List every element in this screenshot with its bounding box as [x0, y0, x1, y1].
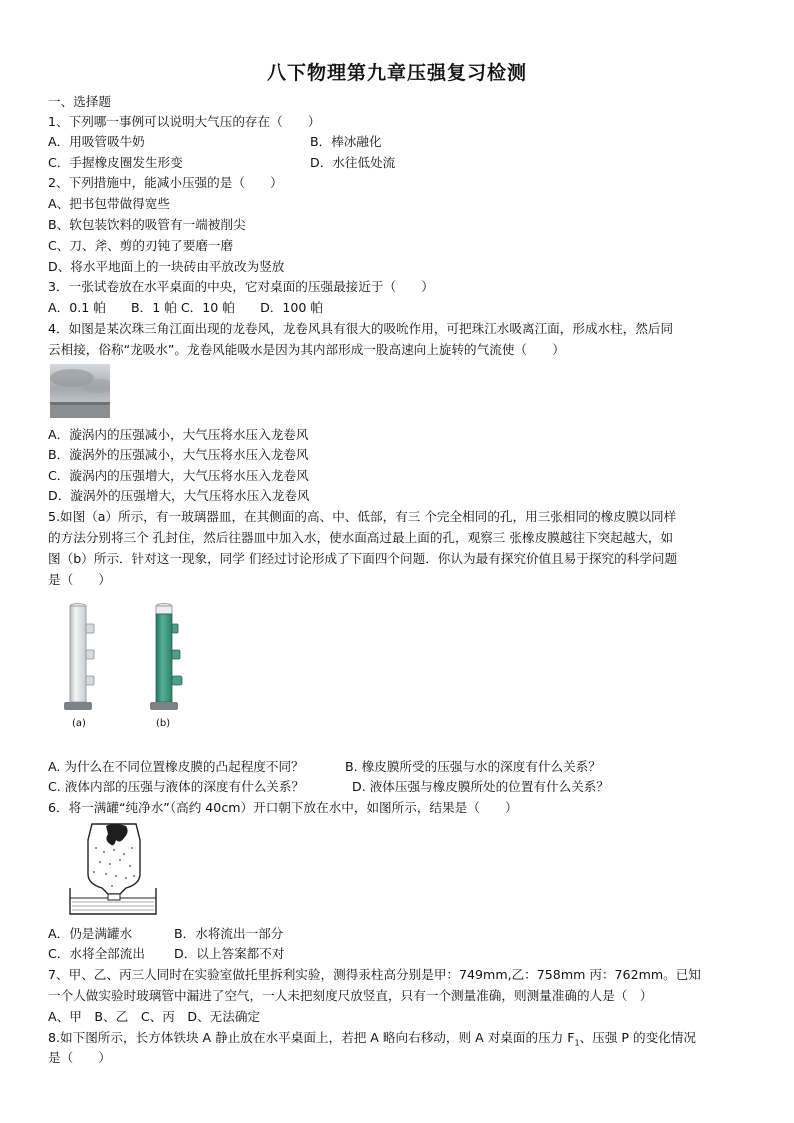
page-title: 八下物理第九章压强复习检测	[266, 62, 527, 84]
question-5-line-4: 是（ ）	[48, 572, 111, 587]
tornado-photo	[50, 364, 110, 418]
q8-text-post: 、压强 P 的变化情况	[579, 1030, 696, 1045]
section-heading: 一、选择题	[48, 94, 111, 109]
question-7-line-1: 7、甲、乙、丙三人同时在实验室做托里拆利实验，测得汞柱高分别是甲：749mm,乙：758mm 丙：762mm。已知	[48, 967, 701, 982]
question-5-line-2: 的方法分别将三个 孔封住，然后往器皿中加入水，使水面高过最上面的孔，观察三 张橡皮膜越往下突起越大，如	[48, 530, 674, 545]
q6-option-c: C．水将全部流出	[48, 946, 145, 961]
question-6-stem: 6．将一满罐“纯净水”（高约 40cm）开口朝下放在水中，如图所示，结果是（ ）	[48, 800, 518, 815]
q1-option-b: B．棒冰融化	[310, 134, 382, 149]
q1-option-d: D．水往低处流	[310, 155, 396, 170]
figure-b-label: (b)	[156, 718, 171, 729]
q1-option-a: A．用吸管吸牛奶	[48, 134, 145, 149]
question-3-stem: 3．一张试卷放在水平桌面的中央，它对桌面的压强最接近于（ ）	[48, 279, 434, 294]
q2-option-a: A、把书包带做得宽些	[48, 196, 170, 211]
question-1-stem: 1、下列哪一事例可以说明大气压的存在（ ）	[48, 114, 321, 129]
q5-option-a: A. 为什么在不同位置橡皮膜的凸起程度不同？	[48, 759, 304, 774]
inverted-water-jug-figure	[64, 818, 160, 918]
q2-option-b: B、软包装饮料的吸管有一端被削尖	[48, 217, 246, 232]
q3-options: A．0.1 帕 B．1 帕 C．10 帕 D．100 帕	[48, 300, 323, 315]
q8-subscript: 1	[574, 1038, 580, 1048]
q6-option-a: A．仍是满罐水	[48, 926, 133, 941]
q2-option-c: C、刀、斧、剪的刃钝了要磨一磨	[48, 238, 234, 253]
question-8-line-2: 是（ ）	[48, 1050, 111, 1065]
q4-option-a: A．漩涡内的压强减小，大气压将水压入龙卷风	[48, 427, 309, 442]
q5-option-c: C. 液体内部的压强与液体的深度有什么关系？	[48, 779, 305, 794]
question-5-line-3: 图（b）所示．针对这一现象，同学 们经过讨论形成了下面四个问题．你认为最有探究价值且易于探究的科学问题	[48, 551, 678, 566]
q6-option-d: D．以上答案都不对	[174, 946, 285, 961]
q4-option-d: D．漩涡外的压强增大，大气压将水压入龙卷风	[48, 488, 310, 503]
question-7-line-2: 一个人做实验时玻璃管中漏进了空气，一人未把刻度尺放竖直，只有一个测量准确，则测量准确的人是（ ）	[48, 988, 653, 1003]
glass-vessel-filled	[146, 602, 196, 714]
q5-option-d: D. 液体压强与橡皮膜所处的位置有什么关系？	[352, 779, 609, 794]
q4-option-b: B．漩涡外的压强减小，大气压将水压入龙卷风	[48, 447, 309, 462]
q7-options: A、甲 B、乙 C、丙 D、无法确定	[48, 1009, 261, 1024]
question-2-stem: 2、下列措施中，能减小压强的是（ ）	[48, 175, 283, 190]
q8-text-pre: 8.如下图所示，长方体铁块 A 静止放在水平桌面上，若把 A 略向右移动，则 A 对桌面的压力 F	[48, 1030, 575, 1045]
q4-option-c: C．漩涡内的压强增大，大气压将水压入龙卷风	[48, 468, 309, 483]
question-5-line-1: 5.如图（a）所示，有一玻璃器皿，在其侧面的高、中、低部，有三 个完全相同的孔，用三张相同的橡皮膜以同样	[48, 509, 677, 524]
question-4-line-2: 云相接，俗称“龙吸水”。龙卷风能吸水是因为其内部形成一股高速向上旋转的气流使（ ）	[48, 342, 565, 357]
q5-option-b: B. 橡皮膜所受的压强与水的深度有什么关系？	[345, 759, 601, 774]
q6-option-b: B．水将流出一部分	[174, 926, 284, 941]
question-4-line-1: 4．如图是某次珠三角江面出现的龙卷风，龙卷风具有很大的吸吮作用，可把珠江水吸离江面，形成水柱，然后同	[48, 321, 674, 336]
glass-vessel-empty	[60, 602, 110, 714]
q2-option-d: D、将水平地面上的一块砖由平放改为竖放	[48, 259, 285, 274]
q1-option-c: C．手握橡皮圈发生形变	[48, 155, 183, 170]
question-8-line-1	[48, 1028, 696, 1054]
figure-a-label: (a)	[72, 718, 86, 729]
